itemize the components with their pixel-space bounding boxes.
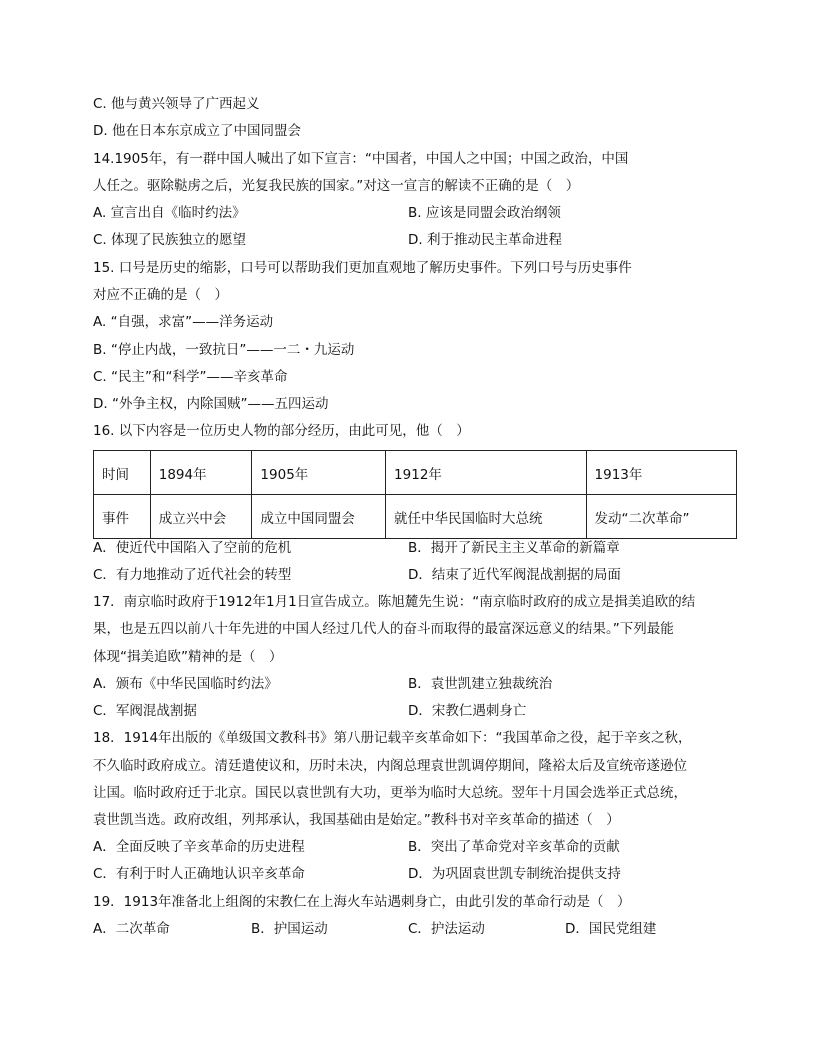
q17-stem-line-1: 17．南京临时政府于1912年1月1日宣告成立。陈旭麓先生说：“南京临时政府的成立是揖美追欧的结: [93, 594, 696, 610]
table-cell: 就任中华民国临时大总统: [386, 495, 586, 539]
q18-option-c: C．有利于时人正确地认识辛亥革命: [93, 866, 305, 882]
table-row-event: [94, 495, 737, 539]
q13-option-c: C. 他与黄兴领导了广西起义: [93, 96, 260, 112]
q18-option-b: B．突出了革命党对辛亥革命的贡献: [408, 839, 620, 855]
q17-option-a: A．颁布《中华民国临时约法》: [93, 676, 278, 692]
q19-option-a: A．二次革命: [93, 921, 170, 937]
table-cell: 事件: [94, 495, 151, 539]
q19-option-c: C．护法运动: [408, 921, 485, 937]
table-row-time: [94, 451, 737, 495]
q14-option-c: C. 体现了民族独立的愿望: [93, 232, 247, 248]
q18-option-a: A．全面反映了辛亥革命的历史进程: [93, 839, 305, 855]
table-cell: 成立兴中会: [150, 495, 252, 539]
table-cell: 时间: [94, 451, 151, 495]
q16-option-b: B．揭开了新民主主义革命的新篇章: [408, 540, 620, 556]
table-cell: 1913年: [586, 451, 736, 495]
table-cell: 成立中国同盟会: [252, 495, 386, 539]
table-cell: 1894年: [150, 451, 252, 495]
q14-option-d: D. 利于推动民主革命进程: [408, 232, 562, 248]
q17-stem-line-3: 体现“揖美追欧”精神的是（ ）: [93, 649, 283, 665]
q18-stem-line-4: 袁世凯当选。政府改组，列邦承认，我国基础由是始定。”教科书对辛亥革命的描述（ ）: [93, 812, 620, 828]
q18-option-d: D．为巩固袁世凯专制统治提供支持: [408, 866, 621, 882]
q16-option-d: D．结束了近代军阀混战割据的局面: [408, 567, 621, 583]
table-cell: 发动“二次革命”: [586, 495, 736, 539]
q15-option-b: B. “停止内战，一致抗日”——一二・九运动: [93, 342, 355, 358]
q15-stem-line-1: 15. 口号是历史的缩影，口号可以帮助我们更加直观地了解历史事件。下列口号与历史事件: [93, 260, 632, 276]
table-cell: 1905年: [252, 451, 386, 495]
q18-stem-line-1: 18．1914年出版的《单级国文教科书》第八册记载辛亥革命如下：“我国革命之役，起于辛亥之秋，: [93, 730, 692, 746]
q17-option-b: B．袁世凯建立独裁统治: [408, 676, 553, 692]
q16-stem: 16. 以下内容是一位历史人物的部分经历，由此可见，他（ ）: [93, 423, 470, 439]
q17-option-c: C．军阀混战割据: [93, 703, 197, 719]
q19-stem: 19．1913年准备北上组阁的宋教仁在上海火车站遇刺身亡，由此引发的革命行动是（ ）: [93, 894, 631, 910]
table-cell: 1912年: [386, 451, 586, 495]
q16-option-c: C．有力地推动了近代社会的转型: [93, 567, 292, 583]
q16-option-a: A．使近代中国陷入了空前的危机: [93, 540, 292, 556]
q19-option-b: B．护国运动: [251, 921, 328, 937]
q18-stem-line-3: 让国。临时政府迁于北京。国民以袁世凯有大功，更举为临时大总统。翌年十月国会选举正式总统，: [93, 785, 687, 801]
q14-option-a: A. 宣言出自《临时约法》: [93, 205, 246, 221]
q13-option-d: D. 他在日本东京成立了中国同盟会: [93, 123, 301, 139]
q17-stem-line-2: 果，也是五四以前八十年先进的中国人经过几代人的奋斗而取得的最富深远意义的结果。”下列最能: [93, 621, 674, 637]
q15-stem-line-2: 对应不正确的是（ ）: [93, 287, 228, 303]
q14-option-b: B. 应该是同盟会政治纲领: [408, 205, 561, 221]
q19-option-d: D．国民党组建: [565, 921, 657, 937]
q14-stem-line-2: 人任之。驱除鞑虏之后，光复我民族的国家。”对这一宣言的解读不正确的是（ ）: [93, 178, 580, 194]
q16-experience-table: [93, 450, 737, 539]
q15-option-a: A. “自强，求富”——洋务运动: [93, 314, 274, 330]
q14-stem-line-1: 14.1905年，有一群中国人喊出了如下宣言：“中国者，中国人之中国；中国之政治，中国: [93, 151, 629, 167]
q15-option-d: D. “外争主权，内除国贼”——五四运动: [93, 396, 329, 412]
q18-stem-line-2: 不久临时政府成立。清廷遣使议和，历时未决，内阁总理袁世凯调停期间，隆裕太后及宣统帝遂逊位: [93, 758, 687, 774]
q15-option-c: C. “民主”和“科学”——辛亥革命: [93, 369, 288, 385]
q17-option-d: D．宋教仁遇刺身亡: [408, 703, 527, 719]
